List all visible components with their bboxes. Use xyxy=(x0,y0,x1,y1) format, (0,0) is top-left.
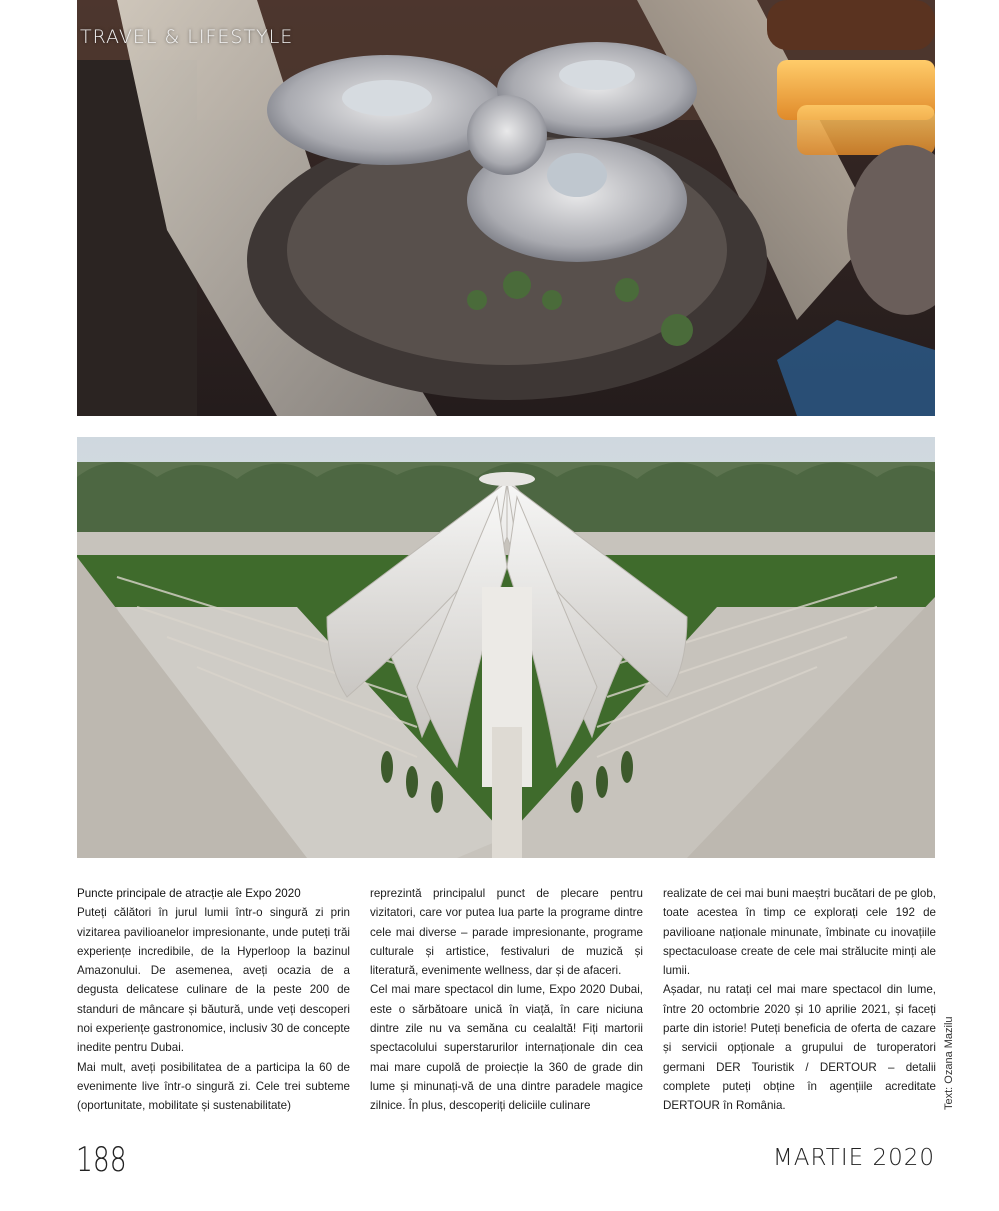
section-tag: TRAVEL & LIFESTYLE xyxy=(80,26,294,48)
article-paragraph: Mai mult, aveți posibilitatea de a participa la 60 de evenimente live într-o singură zi. Cele trei subteme (oportunitate, mobilitate și sustenabilitate) xyxy=(77,1060,350,1113)
expo-aerial-photo xyxy=(77,0,935,416)
article-paragraph: Așadar, nu ratați cel mai mare spectacol din lume, între 20 octombrie 2020 și 10 aprilie 2021, și faceți parte din istorie! Puteți beneficia de oferta de cazare și servicii opționale a grupului de turoperatori germani DER Touristik / DERTOUR – detalii complete puteți obține în agențiile acreditate DERTOUR în România. xyxy=(663,983,936,1113)
article-paragraph: realizate de cei mai buni maeștri bucătari de pe glob, toate acestea în timp ce explorați cele 192 de pavilioane naționale minunate, îmbinate cu inovațiile spectaculoase create de cele mai strălucite minți ale lumii. xyxy=(663,887,936,978)
article-column-3 xyxy=(663,884,936,1116)
uae-pavilion-photo xyxy=(77,437,935,858)
author-credit: Text: Ozana Mazilu xyxy=(943,1016,955,1110)
article-paragraph: reprezintă principalul punct de plecare pentru vizitatori, care vor putea lua parte la programe dintre cele mai diverse – parade impresionante, programe culturale și artistice, festivaluri de muzică și literatură, evenimente wellness, dar și de afaceri. xyxy=(370,887,643,978)
article-paragraph: Cel mai mare spectacol din lume, Expo 2020 Dubai, este o sărbătoare unică în viață, în care niciuna dintre zile nu va semăna cu cealaltă! Fiți martorii spectacolului superstarurilor internaționale din cea mai mare cupolă de proiecție la 360 de grade din lume și minunați-vă de una dintre paradele magice zilnice. În plus, descoperiți deliciile culinare xyxy=(370,983,643,1113)
issue-date: MARTIE 2020 xyxy=(772,1145,935,1171)
article-column-1 xyxy=(77,884,350,1116)
article-paragraph: Puteți călători în jurul lumii într-o singură zi prin vizitarea pavilioanelor impresionante, unde puteți trăi experiențe incredibile, de la Hyperloop la bazinul Amazonului. De asemenea, aveți ocazia de a degusta delicatese culinare de la peste 200 de standuri de mâncare și băutură, unde veți descoperi noi experiențe gastronomice, inclusiv 30 de concepte inedite pentru Dubai. xyxy=(77,906,350,1055)
article-heading: Puncte principale de atracție ale Expo 2020 xyxy=(77,887,301,900)
article-column-2 xyxy=(370,884,643,1116)
page-number: 188 xyxy=(76,1140,127,1180)
